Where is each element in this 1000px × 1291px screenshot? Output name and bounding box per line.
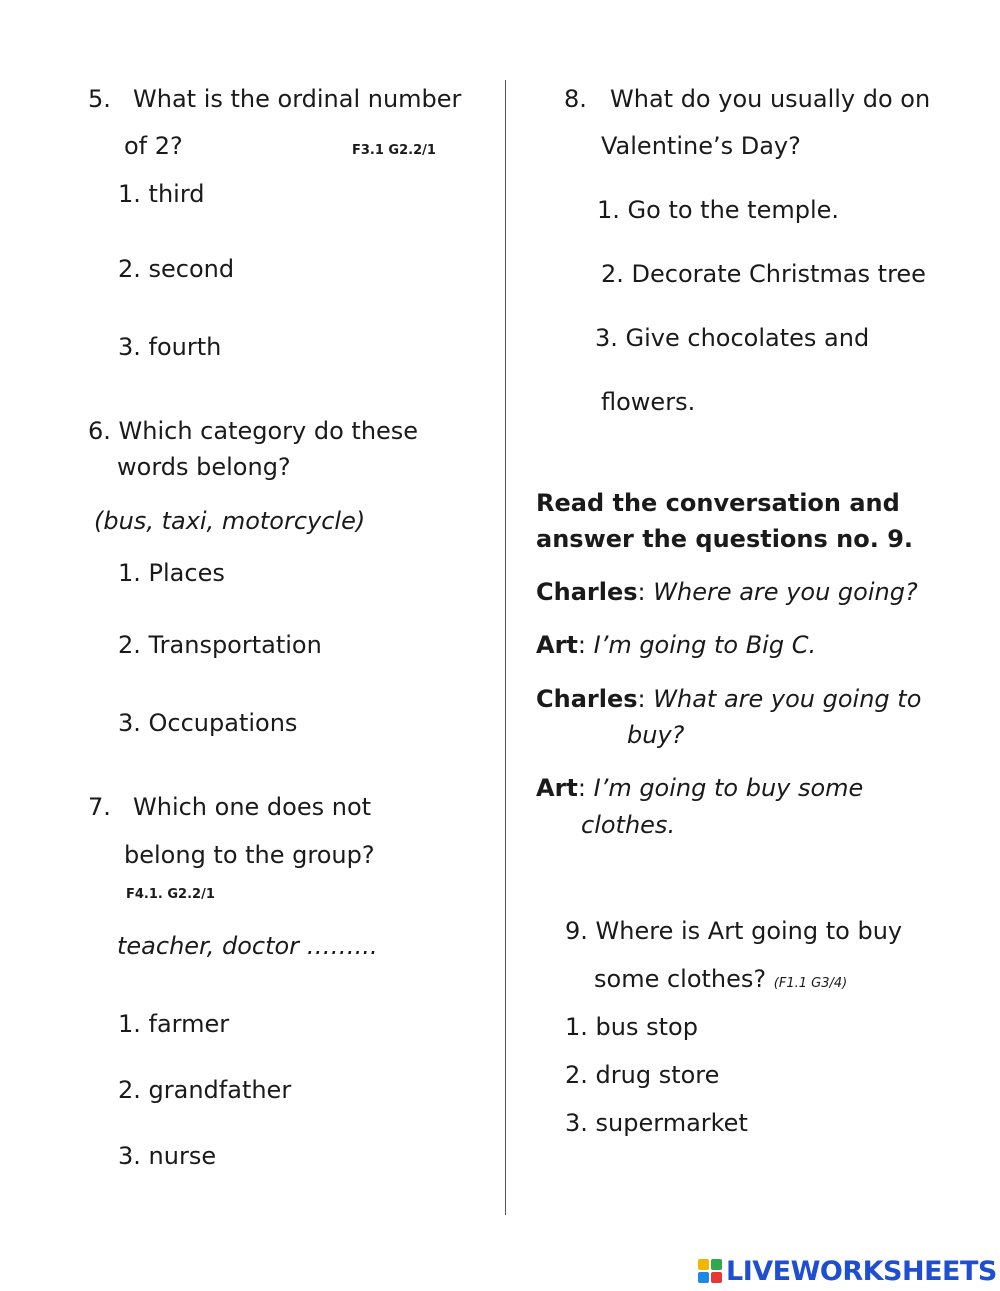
logo-square-blue bbox=[698, 1272, 709, 1283]
speaker-separator: : bbox=[577, 774, 594, 802]
speaker-name: Charles bbox=[536, 685, 638, 713]
q9-text-line1: 9. Where is Art going to buy bbox=[565, 917, 903, 945]
q7-words: teacher, doctor ……... bbox=[117, 932, 378, 960]
q5-text-line1: What is the ordinal number bbox=[133, 85, 462, 113]
q7-option-1[interactable]: 1. farmer bbox=[118, 1010, 230, 1038]
q6-option-1[interactable]: 1. Places bbox=[118, 559, 225, 587]
q9-option-3[interactable]: 3. supermarket bbox=[565, 1109, 748, 1137]
q8-option-2[interactable]: 2. Decorate Christmas tree bbox=[601, 260, 926, 288]
dialogue-text: What are you going to bbox=[653, 685, 922, 713]
speaker-name: Charles bbox=[536, 578, 638, 606]
q7-option-3[interactable]: 3. nurse bbox=[118, 1142, 217, 1170]
q5-option-2[interactable]: 2. second bbox=[118, 255, 235, 283]
speaker-separator: : bbox=[637, 578, 654, 606]
q5-option-1[interactable]: 1. third bbox=[118, 180, 205, 208]
dialogue-text: Where are you going? bbox=[653, 578, 918, 606]
speaker-name: Art bbox=[536, 774, 578, 802]
conversation-line bbox=[536, 630, 816, 660]
speaker-name: Art bbox=[536, 631, 578, 659]
logo-square-green bbox=[711, 1259, 722, 1270]
q5-option-3[interactable]: 3. fourth bbox=[118, 333, 222, 361]
dialogue-text-cont: buy? bbox=[627, 721, 685, 749]
logo-grid-icon bbox=[698, 1259, 722, 1283]
q8-option-3[interactable]: 3. Give chocolates and bbox=[595, 324, 870, 352]
q6-text-line1: 6. Which category do these bbox=[88, 417, 419, 445]
instruction-line2: answer the questions no. 9. bbox=[536, 525, 914, 553]
logo-square-yellow bbox=[698, 1259, 709, 1270]
q8-number: 8. bbox=[564, 85, 587, 113]
instruction-line1: Read the conversation and bbox=[536, 489, 900, 517]
q9-option-2[interactable]: 2. drug store bbox=[565, 1061, 720, 1089]
q5-code: F3.1 G2.2/1 bbox=[352, 143, 436, 158]
conversation-line bbox=[536, 773, 863, 803]
dialogue-text-cont: clothes. bbox=[581, 811, 676, 839]
q9-text-line2 bbox=[594, 964, 847, 999]
q8-text-line2: Valentine’s Day? bbox=[601, 132, 801, 160]
q7-code: F4.1. G2.2/1 bbox=[126, 887, 215, 902]
q6-option-3[interactable]: 3. Occupations bbox=[118, 709, 298, 737]
q5-text-line2: of 2? bbox=[124, 132, 183, 160]
conversation-line bbox=[536, 577, 918, 607]
logo-square-red bbox=[711, 1272, 722, 1283]
q9-text-line2-main: some clothes? bbox=[594, 965, 767, 993]
q9-code: (F1.1 G3/4) bbox=[773, 976, 848, 991]
q8-option-1[interactable]: 1. Go to the temple. bbox=[597, 196, 840, 224]
q7-text-line2: belong to the group? bbox=[124, 841, 375, 869]
q6-text-line2: words belong? bbox=[117, 453, 291, 481]
dialogue-text: I’m going to Big C. bbox=[593, 631, 817, 659]
speaker-separator: : bbox=[577, 631, 594, 659]
logo-text: LIVEWORKSHEETS bbox=[726, 1255, 997, 1287]
column-divider bbox=[505, 80, 506, 1215]
conversation-line bbox=[536, 684, 921, 714]
dialogue-text: I’m going to buy some bbox=[593, 774, 864, 802]
q5-number: 5. bbox=[88, 85, 111, 113]
liveworksheets-logo[interactable] bbox=[698, 1254, 997, 1288]
q6-words: (bus, taxi, motorcycle) bbox=[94, 507, 366, 535]
q8-text-line1: What do you usually do on bbox=[610, 85, 931, 113]
speaker-separator: : bbox=[637, 685, 654, 713]
q7-text-line1: Which one does not bbox=[133, 793, 372, 821]
q9-option-1[interactable]: 1. bus stop bbox=[565, 1013, 698, 1041]
q7-option-2[interactable]: 2. grandfather bbox=[118, 1076, 292, 1104]
q8-option-3-cont: flowers. bbox=[601, 388, 696, 416]
q7-number: 7. bbox=[88, 793, 111, 821]
q6-option-2[interactable]: 2. Transportation bbox=[118, 631, 322, 659]
